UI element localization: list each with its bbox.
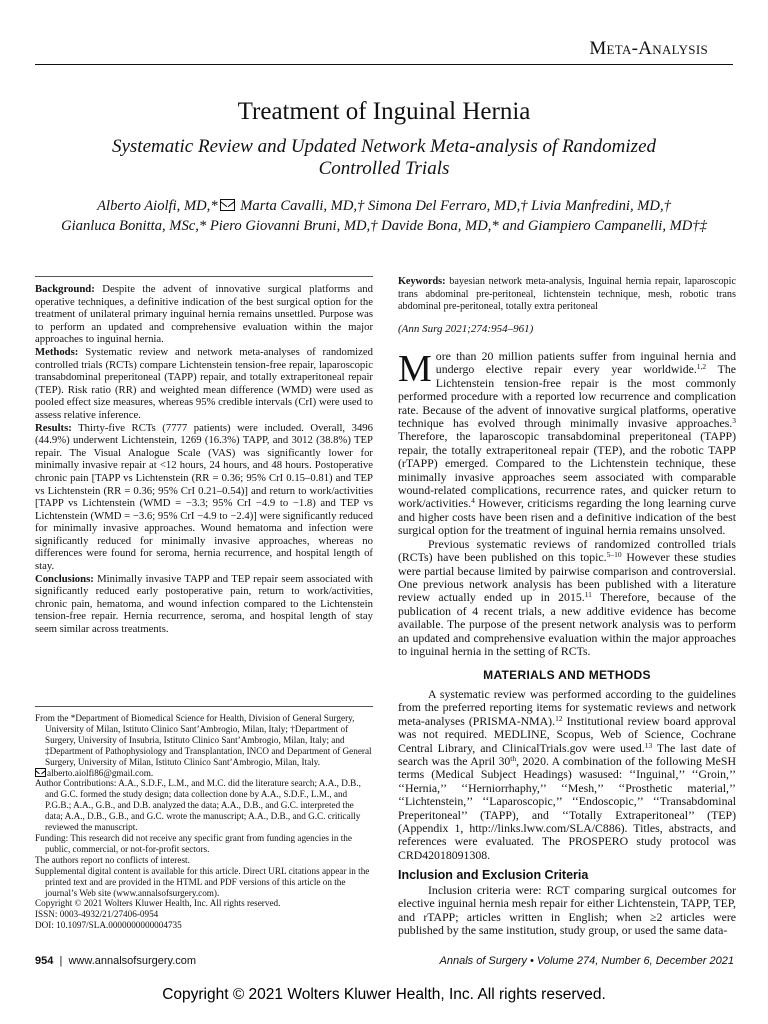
footnotes	[35, 713, 373, 931]
methods-text: A systematic review was performed according to the guidelines from the preferred reporting items for systematic reviews and network meta-analyses (PRISMA-NMA).	[398, 687, 736, 728]
abstract-background	[35, 283, 373, 346]
ordinal-suffix: th	[510, 754, 517, 764]
background-label: Background:	[35, 283, 95, 295]
conflicts-note: The authors report no conflicts of interest.	[35, 854, 190, 865]
conclusions-label: Conclusions:	[35, 572, 94, 585]
reference-link[interactable]: 13	[644, 740, 653, 750]
background-text: Despite the advent of innovative surgical platforms and operative techniques, a definitive indication of the best surgical option for the treatment of unilateral primary inguinal hernia remains unsettled. Purpose was to perform an updated and comprehensive evaluation within the major approaches to inguinal hernia.	[35, 283, 373, 346]
journal-website-link[interactable]: www.annalsofsurgery.com	[68, 955, 197, 967]
article-subtitle: Systematic Review and Updated Network Meta-analysis of Randomized Controlled Trials	[111, 136, 657, 179]
email-link[interactable]: alberto.aiolfi86@gmail.com.	[47, 767, 154, 778]
authors-line1-a: Alberto Aiolfi, MD,*	[97, 198, 218, 214]
reference-link[interactable]: 4	[471, 496, 475, 506]
results-text: Thirty-five RCTs (7777 patients) were included. Overall, 3496 (44.9%) underwent Lichtenstein, 1269 (16.3%) TAPP, and 3012 (38.8%) TEP repair. The Visual Analogue Scale (VAS) was significantly lower for minimally invasive repair at <12 hours, 24 hours, and 48 hours. Postoperative chronic pain [TAPP vs Lichtenstein (RR = 0.36; 95% CrI 0.15–0.81) and TEP vs Lichtenstein (RR = 0.36; 95% CrI 0.21–0.54)] and return to work/activities [TAPP vs Lichtenstein (WMD = −3.3; 95% CrI −4.9 to −1.8) and TEP vs Lichtenstein (WMD = −3.6; 95% CrI −4.9 to −2.4)] were significantly reduced for minimally invasive approaches. Wound hematoma and infection were significantly reduced for minimally invasive approaches, whereas no differences were found for seroma, hernia recurrence, and hospital length of stay.	[35, 421, 373, 573]
copyright-note: Copyright © 2021 Wolters Kluwer Health, Inc. All rights reserved.	[35, 898, 281, 909]
contributions-note: Author Contributions: A.A., S.D.F., L.M., and M.C. did the literature search; A.A., D.B., and G.C. formed the study design; data collection done by A.A., S.D.F., L.M., and P.G.B.; A.A., G.B., and D.B. analyzed the data; A.A., D.B., and G.C. interpreted the data; A.A., D.B., G.B., and G.C. wrote the manuscript; A.A., D.B., and G.C. critically reviewed the manuscript.	[35, 778, 361, 833]
supplemental-note: Supplemental digital content is available for this article. Direct URL citations appear in the printed text and are provided in the HTML and PDF versions of this article on the journal’s Web site (www.annalsofsurgery.com).	[35, 865, 370, 898]
introduction	[398, 350, 736, 658]
intro-text: Therefore, because of the publication of 4 recent trials, a new additive evidence has become available. The purpose of the present network analysis was to perform an updated and comprehensive evaluation within the major approaches to inguinal hernia in the setting of RCTs.	[398, 590, 736, 658]
abstract-methods	[35, 346, 373, 422]
abstract	[35, 276, 373, 636]
intro-text: ore than 20 million patients suffer from inguinal hernia and undergo elective repair every year worldwide.	[435, 349, 736, 377]
results-label: Results:	[35, 421, 72, 434]
keywords-text: bayesian network meta-analysis, Inguinal hernia repair, laparoscopic trans abdominal pre-peritoneal, lichtenstein technique, mesh, robotic trans abdominal pre-peritoneal, totally extra peritoneal	[398, 276, 736, 312]
issn-note: ISSN: 0003-4932/21/27406-0954	[35, 909, 159, 920]
reference-link[interactable]: 12	[555, 713, 563, 723]
keywords-label: Keywords:	[398, 276, 446, 287]
drop-cap: M	[398, 348, 432, 390]
intro-paragraph-1	[398, 350, 736, 538]
copyright-banner: Copyright © 2021 Wolters Kluwer Health, Inc. All rights reserved.	[162, 986, 606, 1003]
intro-text: The Lichtenstein tension-free repair is the most commonly performed procedure with a reported low recurrence and complication rate. Because of the advent of innovative surgical platforms, operative technique has evolved through minimally invasive approaches.	[398, 362, 736, 431]
reference-link[interactable]: 5–10	[606, 550, 622, 560]
methods-text: Institutional review board approval was not required. MEDLINE, Scopus, Web of Science, Cochrane Central Library, and ClinicalTrials.gov were used.	[398, 713, 736, 755]
footnote-rule	[35, 706, 373, 707]
intro-text: Previous systematic reviews of randomized controlled trials (RCTs) have been published on this topic.	[398, 536, 736, 565]
keywords	[398, 276, 736, 314]
conclusions-text: Minimally invasive TAPP and TEP repair seem associated with significantly reduced early postoperative pain, return to work/activities, chronic pain, hematoma, and wound infection compared to the Lichtenstein tension-free repair. Hernia recurrence, seroma, and hospital length of stay seem similar across treatments.	[35, 572, 373, 636]
methods-label: Methods:	[35, 345, 79, 358]
intro-paragraph-2	[398, 538, 736, 659]
envelope-icon	[35, 768, 46, 777]
abstract-results	[35, 422, 373, 573]
intro-text: However, criticisms regarding the long learning curve and higher costs have been risen and a definitive indication of the best surgical option for the treatment of inguinal hernia remains unsolved.	[398, 496, 736, 538]
intro-text: Therefore, the laparoscopic transabdominal preperitoneal (TAPP) repair, the totally extraperitoneal repair (TEP), and the robotic TAPP (rTAPP) emerged. Compared to the Lichtenstein technique, these minimally invasive approaches seem associated with comparable wound-related complications, recurrence rates, and quicker return to work/activities.	[398, 429, 736, 511]
funding-note: Funding: This research did not receive any specific grant from funding agencies in the public, commercial, or not-for-profit sectors.	[35, 832, 352, 854]
abstract-conclusions	[35, 573, 373, 636]
footer-left	[35, 955, 196, 967]
methods-body	[398, 688, 736, 862]
page-number: 954	[35, 955, 54, 967]
header-rule	[35, 64, 733, 65]
intro-text: However these studies were partial because limited by pairwise comparison and controversial. One previous network analysis has been published with a literature review actually ended up in 2015.	[398, 550, 736, 605]
inclusion-paragraph: Inclusion criteria were: RCT comparing surgical outcomes for elective inguinal hernia mesh repair for either Lichtenstein, TAPP, TEP, and rTAPP; articles written in English; when ≥2 articles were published by the same institution, study group, or used the same data-	[398, 883, 736, 938]
author-list	[30, 196, 738, 236]
email-note	[35, 768, 373, 779]
envelope-icon	[220, 199, 235, 211]
inclusion-body	[398, 884, 736, 938]
authors-line1-b: Marta Cavalli, MD,† Simona Del Ferraro, MD,† Livia Manfredini, MD,†	[236, 198, 671, 214]
article-title: Treatment of Inguinal Hernia	[237, 98, 531, 125]
doi-note: DOI: 10.1097/SLA.0000000000004735	[35, 920, 182, 931]
authors-line2: Gianluca Bonitta, MSc,* Piero Giovanni Bruni, MD,† Davide Bona, MD,* and Giampiero Campanelli, MD†‡	[61, 218, 707, 234]
methods-text: The last date of search was the April 30	[398, 740, 736, 769]
reference-link[interactable]: 11	[584, 590, 592, 600]
reference-link[interactable]: 1,2	[696, 362, 707, 372]
reference-link[interactable]: 3	[732, 416, 736, 426]
footer-separator: |	[59, 955, 63, 967]
citation: (Ann Surg 2021;274:954–961)	[398, 323, 534, 335]
affiliations-note: From the *Department of Biomedical Science for Health, Division of General Surgery, University of Milan, Istituto Clinico Sant’Ambrogio, Milan, Italy; †Department of Surgery, University of Insubria, Istituto Clinico Sant’Ambrogio, Milan, Italy; and ‡Department of Pathophysiology and Transplantation, INCO and Department of General Surgery, University of Milan, Istituto Clinico Sant’Ambrogio, Milan, Italy.	[35, 713, 372, 767]
section-heading: Meta-Analysis	[589, 38, 708, 59]
methods-paragraph	[398, 688, 736, 862]
journal-info: Annals of Surgery • Volume 274, Number 6, December 2021	[439, 955, 734, 967]
methods-text: , 2020. A combination of the following MeSH terms (Medical Subject Headings) wasused: ‘‘Inguinal,’’ ‘‘Groin,’’ ‘‘Hernia,’’ ‘‘Herniorrhaphy,’’ ‘‘Mesh,’’ ‘‘Prosthetic material,’’ ‘‘Lichtenstein,’’ ‘‘Laparoscopic,’’ ‘‘Endoscopic,’’ ‘‘Transabdominal Preperitoneal’’ (TAPP), and ‘‘Totally Extraperitoneal’’ (TEP) (Appendix 1, http://links.lww.com/SLA/C886). Titles, abstracts, and references were evaluated. The PROSPERO study protocol was CRD42018091308.	[398, 754, 736, 862]
methods-heading: MATERIALS AND METHODS	[483, 668, 651, 682]
inclusion-heading: Inclusion and Exclusion Criteria	[398, 868, 589, 882]
methods-text: Systematic review and network meta-analyses of randomized controlled trials (RCTs) compare Lichtenstein tension-free repair, laparoscopic transabdominal preperitoneal (TAPP) repair, and totally extraperitoneal repair (TEP). Risk ratio (RR) and weighted mean difference (WMD) were used as pooled effect size measures, whereas 95% credible intervals (CrI) were used to assess relative inference.	[35, 345, 373, 421]
